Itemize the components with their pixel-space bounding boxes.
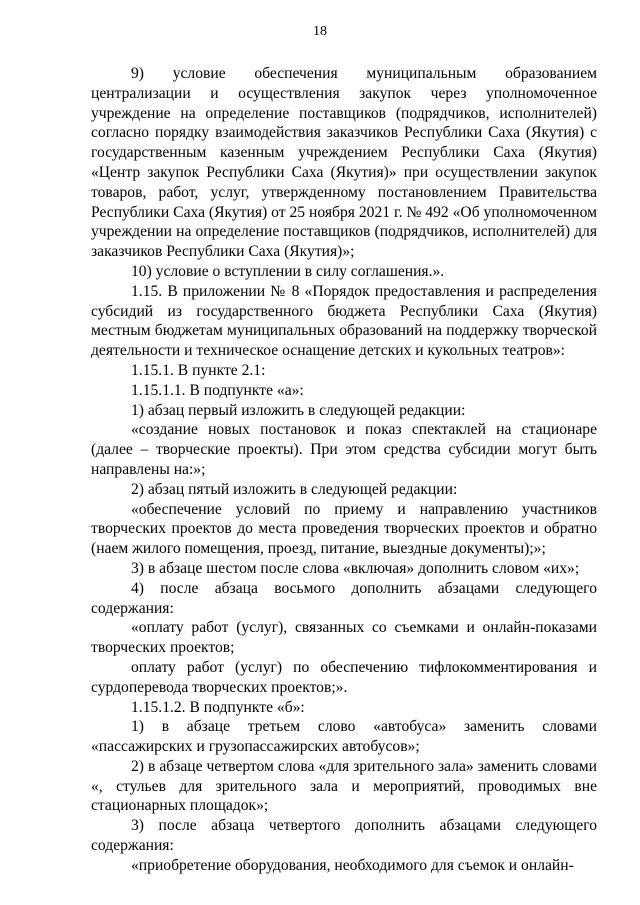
- paragraph: 1.15.1. В пункте 2.1:: [131, 361, 266, 379]
- paragraph: «обеспечение условий по приему и направлению участников творческих проектов до места проведения творческих проектов и обратно (наем жилого помещения, проезд, питание, выездные документы);»;: [91, 500, 597, 558]
- paragraph: 1) в абзаце третьем слово «автобуса» заменить словами «пассажирских и грузопассажирских автобусов»;: [91, 718, 597, 756]
- paragraph: 10) условие о вступлении в силу соглашения.».: [131, 262, 445, 280]
- paragraph: 4) после абзаца восьмого дополнить абзацами следующего содержания:: [91, 579, 597, 617]
- document-body: [91, 64, 597, 876]
- paragraph: 3) в абзаце шестом после слова «включая» дополнить словом «их»;: [131, 559, 580, 577]
- paragraph: «оплату работ (услуг), связанных со съемками и онлайн-показами творческих проектов;: [91, 619, 597, 657]
- paragraph: 1.15. В приложении № 8 «Порядок предоставления и распределения субсидий из государственного бюджета Республики Саха (Якутия) местным бюджетам муниципальных образований на поддержку творческой деятельности и техническое оснащение детских и кукольных театров»:: [91, 282, 597, 360]
- paragraph: 1) абзац первый изложить в следующей редакции:: [131, 401, 466, 419]
- paragraph: 3) после абзаца четвертого дополнить абзацами следующего содержания:: [91, 817, 597, 855]
- paragraph: 2) в абзаце четвертом слова «для зрительного зала» заменить словами «, стульев для зрительного зала и мероприятий, проводимых вне стационарных площадок»;: [91, 757, 597, 815]
- paragraph: 1.15.1.1. В подпункте «а»:: [131, 381, 304, 399]
- paragraph: оплату работ (услуг) по обеспечению тифлокомментирования и сурдоперевода творческих проектов;».: [91, 658, 597, 696]
- paragraph: 2) абзац пятый изложить в следующей редакции:: [131, 480, 458, 498]
- paragraph: «приобретение оборудования, необходимого для съемок и онлайн-: [131, 856, 574, 874]
- page-number: 18: [313, 24, 327, 39]
- paragraph: 1.15.1.2. В подпункте «б»:: [131, 698, 305, 716]
- paragraph: «создание новых постановок и показ спектаклей на стационаре (далее – творческие проекты). При этом средства субсидии могут быть направлены на:»;: [91, 421, 597, 478]
- paragraph: 9) условие обеспечения муниципальным образованием централизации и осуществления закупок через уполномоченное учреждение на определение поставщиков (подрядчиков, исполнителей) согласно порядку взаимодействия заказчиков Республики Саха (Якутия) с государственным казенным учреждением Республики Саха (Якутия) «Центр закупок Республики Саха (Якутия)» при осуществлении закупок товаров, работ, услуг, утвержденному постановлением Правительства Республики Саха (Якутия) от 25 ноября 2021 г. № 492 «Об уполномоченном учреждении на определение поставщиков (подрядчиков, исполнителей) для заказчиков Республики Саха (Якутия)»;: [91, 65, 597, 261]
